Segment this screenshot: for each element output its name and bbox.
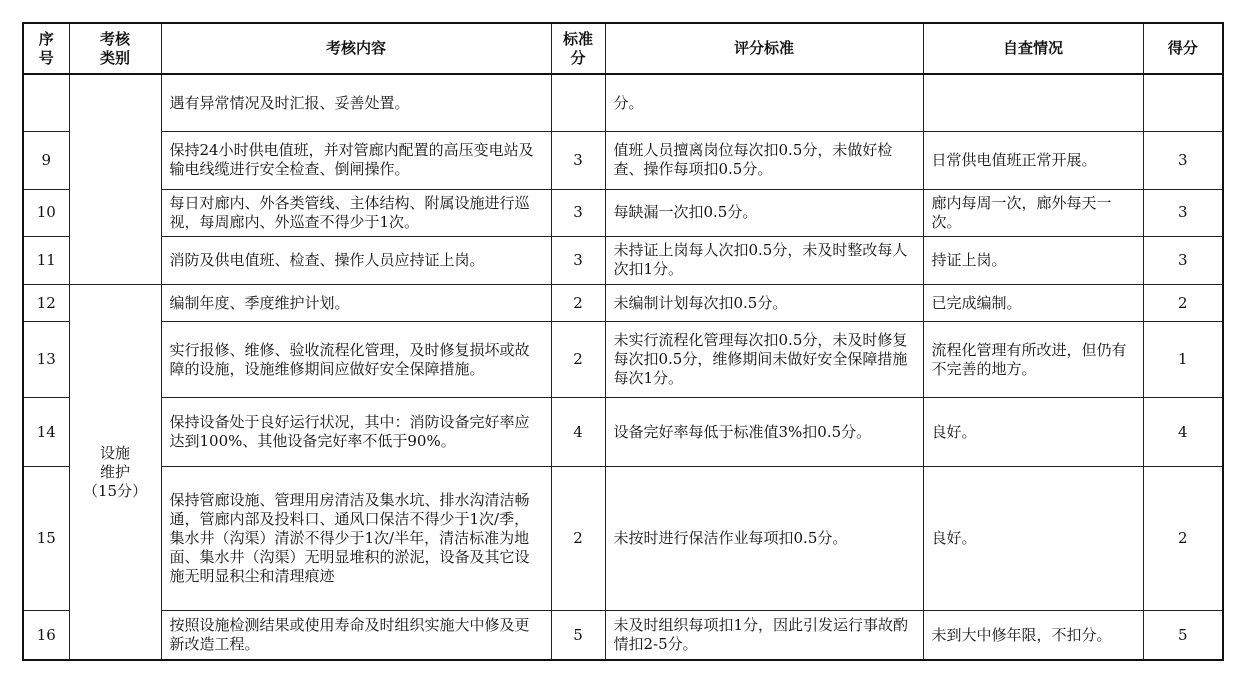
cell-standard: 3: [551, 132, 605, 189]
table-row: [23, 132, 1223, 189]
cell-score: 3: [1143, 132, 1223, 189]
cell-self-check: 廊内每周一次，廊外每天一次。: [923, 189, 1143, 236]
cell-criteria: 未及时组织每项扣1分，因此引发运行事故酌情扣2-5分。: [605, 611, 923, 660]
cell-score: 1: [1143, 322, 1223, 397]
cell-self-check: 未到大中修年限，不扣分。: [923, 611, 1143, 660]
cell-content: 保持管廊设施、管理用房清洁及集水坑、排水沟清洁畅通，管廊内部及投料口、通风口保洁不得少于1次/季，集水井（沟渠）清淤不得少于1次/半年，清洁标准为地面、集水井（沟渠）无明显堆积的淤泥，设备及其它设施无明显积尘和清理痕迹: [161, 467, 551, 611]
cell-content: 实行报修、维修、验收流程化管理，及时修复损坏或故障的设施，设施维修期间应做好安全保障措施。: [161, 322, 551, 397]
cell-self-check: 良好。: [923, 467, 1143, 611]
cell-standard: [551, 74, 605, 131]
cell-category-previous: [69, 74, 161, 284]
cell-content: 编制年度、季度维护计划。: [161, 285, 551, 322]
cell-criteria: 未编制计划每次扣0.5分。: [605, 285, 923, 322]
table-row: [23, 397, 1223, 466]
header-standard-score: 标准 分: [551, 23, 605, 74]
cell-standard: 4: [551, 397, 605, 466]
cell-criteria: 值班人员擅离岗位每次扣0.5分，未做好检查、操作每项扣0.5分。: [605, 132, 923, 189]
cell-criteria: 未持证上岗每人次扣0.5分，未及时整改每人次扣1分。: [605, 236, 923, 284]
cell-content: 每日对廊内、外各类管线、主体结构、附属设施进行巡视，每周廊内、外巡查不得少于1次。: [161, 189, 551, 236]
header-row: [23, 23, 1223, 74]
cell-criteria: 分。: [605, 74, 923, 131]
header-criteria: 评分标准: [605, 23, 923, 74]
cell-seq: 13: [23, 322, 69, 397]
cell-seq: [23, 74, 69, 131]
header-seq: 序 号: [23, 23, 69, 74]
header-self-check: 自查情况: [923, 23, 1143, 74]
cell-content: 按照设施检测结果或使用寿命及时组织实施大中修及更新改造工程。: [161, 611, 551, 660]
cell-category-facility: [69, 285, 161, 660]
cell-score: 4: [1143, 397, 1223, 466]
cell-standard: 5: [551, 611, 605, 660]
category-facility-label: 设施 维护 （15分）: [82, 443, 148, 500]
cell-score: 3: [1143, 236, 1223, 284]
cell-self-check: 良好。: [923, 397, 1143, 466]
cell-self-check: 已完成编制。: [923, 285, 1143, 322]
cell-content: 遇有异常情况及时汇报、妥善处置。: [161, 74, 551, 131]
cell-criteria: 未按时进行保洁作业每项扣0.5分。: [605, 467, 923, 611]
table-row: [23, 236, 1223, 284]
table-row: [23, 467, 1223, 611]
cell-self-check: 日常供电值班正常开展。: [923, 132, 1143, 189]
cell-content: 保持24小时供电值班，并对管廊内配置的高压变电站及输电线缆进行安全检查、倒闸操作。: [161, 132, 551, 189]
cell-score: 5: [1143, 611, 1223, 660]
cell-criteria: 未实行流程化管理每次扣0.5分，未及时修复每次扣0.5分，维修期间未做好安全保障措施每次1分。: [605, 322, 923, 397]
cell-self-check: 持证上岗。: [923, 236, 1143, 284]
cell-standard: 3: [551, 236, 605, 284]
cell-content: 消防及供电值班、检查、操作人员应持证上岗。: [161, 236, 551, 284]
table-row-continuation: [23, 74, 1223, 131]
cell-seq: 10: [23, 189, 69, 236]
table-row: [23, 189, 1223, 236]
table-row: [23, 285, 1223, 322]
cell-seq: 14: [23, 397, 69, 466]
header-content: 考核内容: [161, 23, 551, 74]
cell-score: [1143, 74, 1223, 131]
table-row: [23, 611, 1223, 660]
cell-score: 3: [1143, 189, 1223, 236]
cell-seq: 16: [23, 611, 69, 660]
cell-score: 2: [1143, 285, 1223, 322]
cell-standard: 3: [551, 189, 605, 236]
cell-standard: 2: [551, 322, 605, 397]
header-category: 考核 类别: [69, 23, 161, 74]
cell-seq: 11: [23, 236, 69, 284]
cell-standard: 2: [551, 467, 605, 611]
cell-standard: 2: [551, 285, 605, 322]
cell-score: 2: [1143, 467, 1223, 611]
header-score: 得分: [1143, 23, 1223, 74]
cell-self-check: 流程化管理有所改进，但仍有不完善的地方。: [923, 322, 1143, 397]
cell-seq: 12: [23, 285, 69, 322]
cell-content: 保持设备处于良好运行状况，其中：消防设备完好率应达到100%、其他设备完好率不低于90%。: [161, 397, 551, 466]
table-row: [23, 322, 1223, 397]
assessment-table: [22, 22, 1224, 661]
cell-seq: 15: [23, 467, 69, 611]
cell-criteria: 设备完好率每低于标准值3%扣0.5分。: [605, 397, 923, 466]
cell-seq: 9: [23, 132, 69, 189]
cell-criteria: 每缺漏一次扣0.5分。: [605, 189, 923, 236]
cell-self-check: [923, 74, 1143, 131]
